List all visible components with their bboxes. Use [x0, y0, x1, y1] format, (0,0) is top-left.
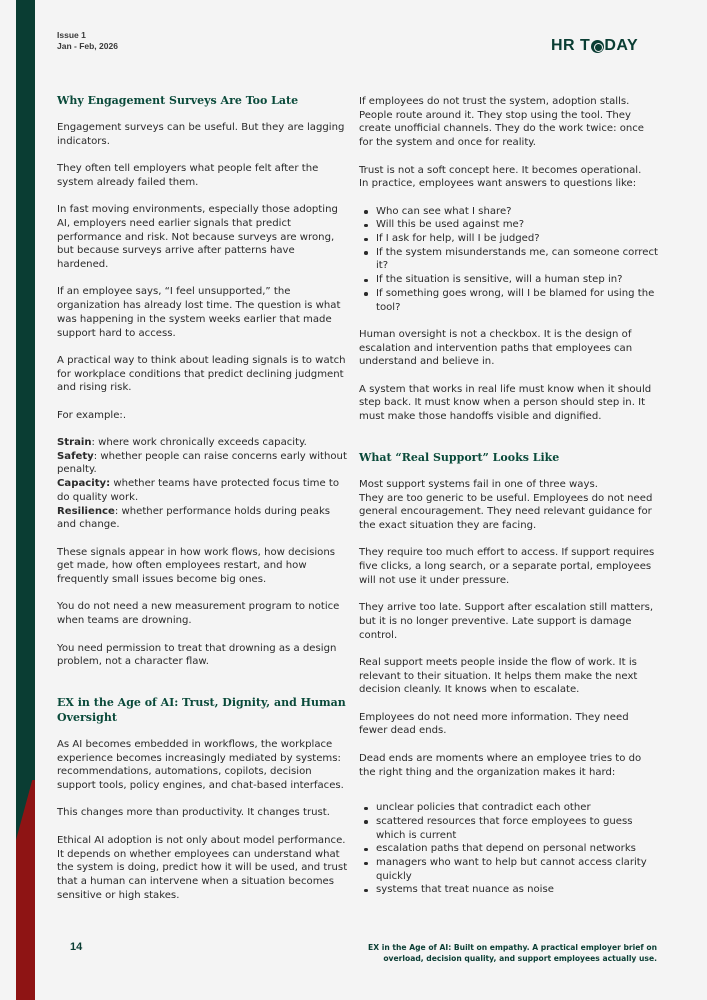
list-item: If something goes wrong, will I be blamed for using the tool? — [359, 287, 659, 314]
section-heading-real-support: What “Real Support” Looks Like — [359, 450, 560, 464]
paragraph: In fast moving environments, especially those adopting AI, employers need earlier signals that predict performance and risk. Not because surveys are wrong, but because surveys arrive after patterns have hardened. — [57, 204, 338, 270]
list-item: managers who want to help but cannot access clarity quickly — [359, 856, 659, 883]
paragraph: You need permission to treat that drowning as a design problem, not a character flaw. — [57, 642, 337, 668]
questions-list — [359, 205, 659, 315]
right-column — [359, 95, 659, 911]
signal-text: : whether people can raise concerns early without penalty. — [57, 450, 347, 476]
paragraph-line: Most support systems fail in one of three ways. — [359, 478, 598, 490]
paragraph-line: Trust is not a soft concept here. It becomes operational. — [359, 164, 642, 176]
paragraph: If an employee says, “I feel unsupported,” the organization has already lost time. The question is what was happening in the system weeks earlier that made support hard to access. — [57, 286, 341, 339]
paragraph: They often tell employers what people felt after the system already failed them. — [57, 163, 319, 188]
signals-list — [57, 436, 349, 532]
paragraph-line: They are too generic to be useful. Employees do not need general encouragement. They need relevant guidance for the exact situation they are facing. — [359, 492, 653, 531]
paragraph: Employees do not need more information. They need fewer dead ends. — [359, 711, 629, 737]
dead-ends-list — [359, 801, 659, 897]
list-item: Will this be used against me? — [359, 218, 659, 232]
paragraph: You do not need a new measurement program to notice when teams are drowning. — [57, 601, 340, 627]
issue-date: Jan - Feb, 2026 — [57, 41, 118, 51]
signal-item — [57, 477, 349, 504]
hr-today-logo — [551, 37, 638, 55]
paragraph: Ethical AI adoption is not only about model performance. It depends on whether employees can understand what the system is doing, predict how it will be used, and trust that a human can intervene when a situation becomes sensitive or high stakes. — [57, 834, 348, 901]
signal-item — [57, 450, 349, 477]
left-column — [57, 93, 349, 916]
paragraph: Engagement surveys can be useful. But they are lagging indicators. — [57, 122, 345, 147]
signal-term: Strain — [57, 437, 92, 449]
paragraph: This changes more than productivity. It changes trust. — [57, 807, 330, 819]
section-heading-surveys: Why Engagement Surveys Are Too Late — [57, 94, 299, 107]
list-item: If I ask for help, will I be judged? — [359, 232, 659, 246]
left-green-band — [16, 0, 35, 780]
list-item: Who can see what I share? — [359, 205, 659, 219]
signal-text: : where work chronically exceeds capacity. — [91, 437, 307, 449]
section-heading-ex-ai: EX in the Age of AI: Trust, Dignity, and Human Oversight — [57, 695, 346, 724]
list-item: systems that treat nuance as noise — [359, 883, 659, 897]
footer-tagline: EX in the Age of AI: Built on empathy. A practical employer brief on overload, decision quality, and support employees actually use. — [368, 943, 657, 963]
paragraph: A practical way to think about leading signals is to watch for workplace conditions that predict declining judgment and rising risk. — [57, 354, 346, 394]
list-item: unclear policies that contradict each other — [359, 801, 659, 815]
paragraph: They require too much effort to access. If support requires five clicks, a long search, or a separate portal, employees will not use it under pressure. — [359, 547, 655, 586]
paragraph: As AI becomes embedded in workflows, the workplace experience becomes increasingly mediated by systems: recommendations, automations, copilots, decision support tools, policy engines, and chat-based interfaces. — [57, 738, 344, 792]
paragraph — [359, 164, 659, 191]
paragraph: If employees do not trust the system, adoption stalls. People route around it. They stop using the tool. They create unofficial channels. They do the work twice: once for the system and once for reality. — [359, 96, 645, 149]
list-item: escalation paths that depend on personal networks — [359, 842, 659, 856]
paragraph — [359, 478, 659, 533]
signal-term: Capacity: — [57, 478, 111, 490]
paragraph: They arrive too late. Support after escalation still matters, but it is no longer preventive. Late support is damage control. — [359, 602, 654, 641]
globe-icon — [591, 40, 604, 53]
signal-text: whether teams have protected focus time to do quality work. — [57, 478, 340, 503]
paragraph: These signals appear in how work flows, how decisions get made, how often employees restart, and how frequently small issues become big ones. — [57, 546, 335, 586]
logo-text-right: DAY — [604, 37, 639, 54]
paragraph-line: In practice, employees want answers to questions like: — [359, 178, 637, 190]
signal-item — [57, 436, 349, 450]
issue-number: Issue 1 — [57, 30, 86, 40]
paragraph: For example:. — [57, 409, 127, 421]
list-item: scattered resources that force employees to guess which is current — [359, 815, 659, 842]
logo-text-left: HR T — [551, 37, 591, 54]
signal-text: : whether performance holds during peaks and change. — [57, 505, 331, 531]
signal-term: Safety — [57, 450, 94, 462]
list-item: If the situation is sensitive, will a human step in? — [359, 273, 659, 287]
paragraph: A system that works in real life must know when it should step back. It must know when a person should step in. It must make those handoffs visible and dignified. — [359, 383, 652, 423]
paragraph: Human oversight is not a checkbox. It is the design of escalation and intervention paths that employees can understand and believe in. — [359, 328, 633, 368]
signal-item — [57, 505, 349, 532]
paragraph: Dead ends are moments where an employee tries to do the right thing and the organization makes it hard: — [359, 752, 642, 778]
signal-term: Resilience — [57, 505, 115, 517]
page-number: 14 — [70, 941, 83, 953]
list-item: If the system misunderstands me, can someone correct it? — [359, 246, 659, 273]
issue-info — [57, 30, 118, 52]
paragraph: Real support meets people inside the flow of work. It is relevant to their situation. It helps them make the next decision cleanly. It knows when to escalate. — [359, 656, 638, 696]
